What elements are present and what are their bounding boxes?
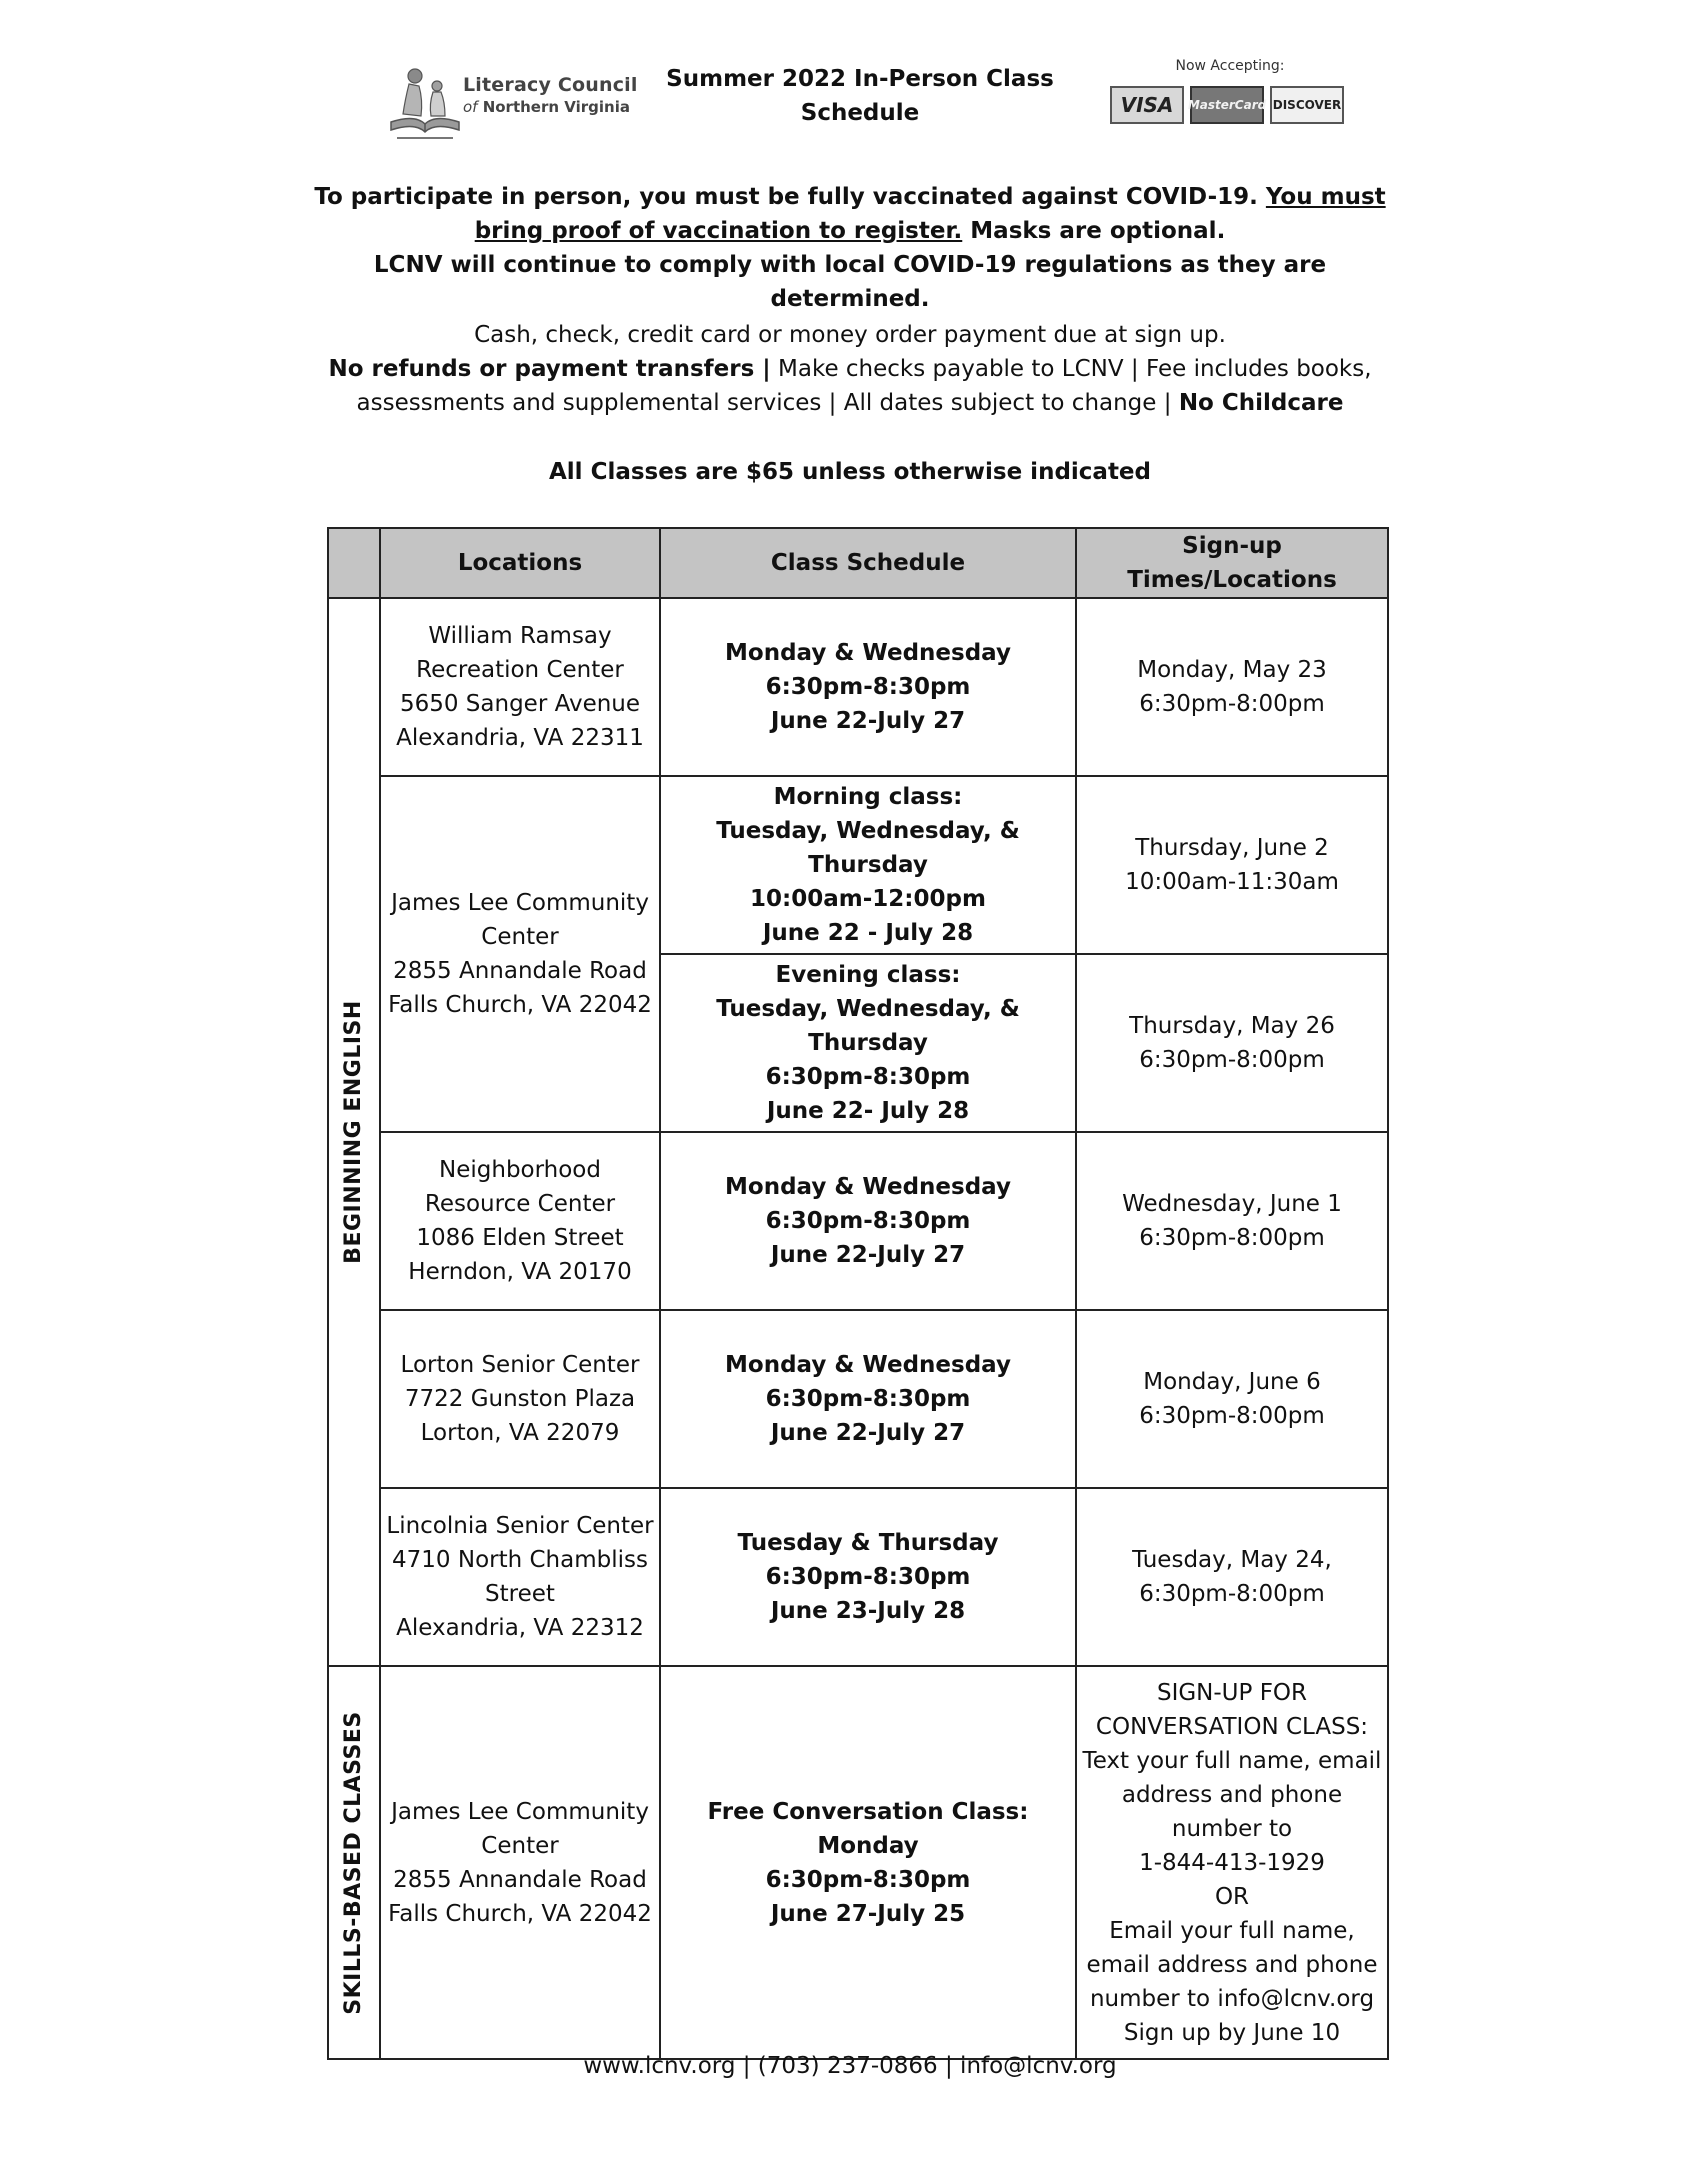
table-row: [328, 1310, 1388, 1488]
price-notice: All Classes are $65 unless otherwise indicated: [549, 459, 1151, 485]
schedule-cell: Monday & Wednesday 6:30pm-8:30pm June 22-July 27: [660, 1132, 1076, 1310]
table-header-row: [328, 528, 1388, 598]
location-cell: William Ramsay Recreation Center 5650 Sanger Avenue Alexandria, VA 22311: [380, 598, 660, 776]
table-row: [328, 598, 1388, 776]
group-beginning-english: [328, 598, 380, 1666]
table-row: [328, 1488, 1388, 1666]
visa-card-icon: VISA: [1110, 86, 1184, 124]
header-class-schedule: Class Schedule: [660, 528, 1076, 598]
location-cell: Lincolnia Senior Center 4710 North Chambliss Street Alexandria, VA 22312: [380, 1488, 660, 1666]
signup-cell: Wednesday, June 1 6:30pm-8:00pm: [1076, 1132, 1388, 1310]
schedule-cell: Monday & Wednesday 6:30pm-8:30pm June 22-July 27: [660, 1310, 1076, 1488]
covid-notice: To participate in person, you must be fully vaccinated against COVID-19. You must bring proof of vaccination to register. Masks are optional. LCNV will continue to comply with local COVID-19 regulations as they are determined.: [314, 184, 1386, 312]
signup-cell: Tuesday, May 24, 6:30pm-8:00pm: [1076, 1488, 1388, 1666]
location-cell: James Lee Community Center 2855 Annandale Road Falls Church, VA 22042: [380, 1666, 660, 2059]
group-label: BEGINNING ENGLISH: [341, 1000, 366, 1264]
header-blank: [328, 528, 380, 598]
group-skills-based: [328, 1666, 380, 2059]
table-row: [328, 1132, 1388, 1310]
class-schedule-table: [327, 527, 1389, 2060]
table-row: [328, 1666, 1388, 2059]
signup-cell: Monday, June 6 6:30pm-8:00pm: [1076, 1310, 1388, 1488]
logo-title: Literacy Council: [463, 74, 638, 96]
document-title: Summer 2022 In-Person Class Schedule: [666, 66, 1054, 126]
schedule-cell: Morning class: Tuesday, Wednesday, & Thursday 10:00am-12:00pm June 22 - July 28: [660, 776, 1076, 954]
group-label: SKILLS-BASED CLASSES: [341, 1710, 366, 2015]
signup-cell: SIGN-UP FOR CONVERSATION CLASS: Text your full name, email address and phone number to 1-844-413-1929 OR Email your full name, email address and phone number to info@lcnv.org Sign up by June 10: [1076, 1666, 1388, 2059]
schedule-cell: Tuesday & Thursday 6:30pm-8:30pm June 23-July 28: [660, 1488, 1076, 1666]
header-signup: Sign-up Times/Locations: [1076, 528, 1388, 598]
location-cell: James Lee Community Center 2855 Annandale Road Falls Church, VA 22042: [380, 776, 660, 1132]
table-row: [328, 776, 1388, 954]
signup-cell: Thursday, May 26 6:30pm-8:00pm: [1076, 954, 1388, 1132]
location-cell: Neighborhood Resource Center 1086 Elden Street Herndon, VA 20170: [380, 1132, 660, 1310]
header-locations: Locations: [380, 528, 660, 598]
schedule-cell: Free Conversation Class: Monday 6:30pm-8:30pm June 27-July 25: [660, 1666, 1076, 2059]
logo-subtitle: of Northern Virginia: [463, 98, 630, 116]
signup-cell: Monday, May 23 6:30pm-8:00pm: [1076, 598, 1388, 776]
location-cell: Lorton Senior Center 7722 Gunston Plaza Lorton, VA 22079: [380, 1310, 660, 1488]
payment-notice: Cash, check, credit card or money order payment due at sign up. No refunds or payment transfers | Make checks payable to LCNV | Fee includes books, assessments and supplemental services | All dates subject to change | No Childcare: [328, 322, 1372, 416]
signup-cell: Thursday, June 2 10:00am-11:30am: [1076, 776, 1388, 954]
reader-book-icon: [385, 62, 463, 144]
payment-methods: [1110, 58, 1350, 138]
schedule-cell: Evening class: Tuesday, Wednesday, & Thursday 6:30pm-8:30pm June 22- July 28: [660, 954, 1076, 1132]
now-accepting-label: Now Accepting:: [1175, 58, 1285, 74]
discover-card-icon: DISCOVER: [1270, 86, 1344, 124]
mastercard-icon: MasterCard: [1190, 86, 1264, 124]
organization-logo: [385, 62, 638, 144]
schedule-cell: Monday & Wednesday 6:30pm-8:30pm June 22-July 27: [660, 598, 1076, 776]
footer-contact: www.lcnv.org | (703) 237-0866 | info@lcnv.org: [583, 2053, 1117, 2079]
